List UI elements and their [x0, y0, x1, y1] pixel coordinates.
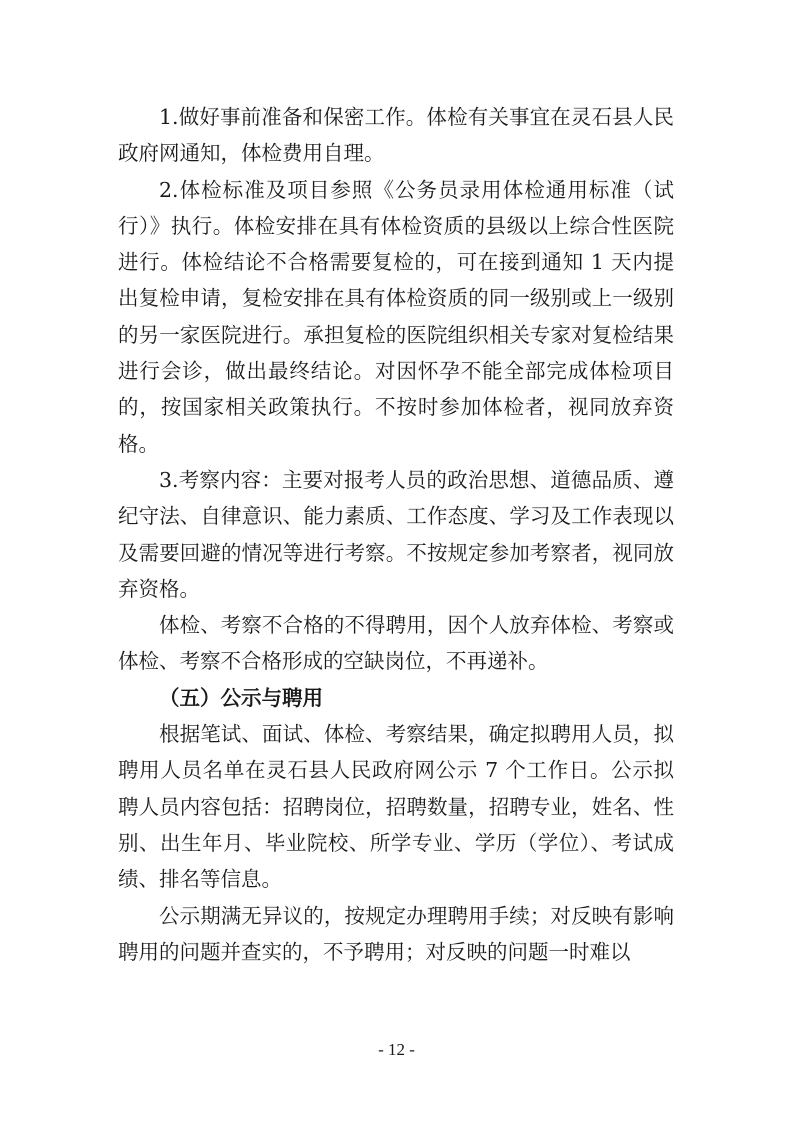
section-heading: （五）公示与聘用 [159, 685, 323, 710]
paragraph-publicity: 根据笔试、面试、体检、考察结果，确定拟聘用人员，拟聘用人员名单在灵石县人民政府网公示 7 个工作日。公示拟聘人员内容包括：招聘岗位，招聘数量，招聘专业，姓名、性别、出生年月、毕业院校、所学专业、学历（学位）、考试成绩、排名等信息。 [118, 722, 674, 892]
paragraph-physical-exam-standard: 2.体检标准及项目参照《公务员录用体检通用标准（试行）》执行。体检安排在具有体检资质的县级以上综合性医院进行。体检结论不合格需要复检的，可在接到通知 1 天内提出复检申请，复检安排在具有体检资质的同一级别或上一级别的另一家医院进行。承担复检的医院组织相关专家对复检结果进行会诊，做出最终结论。对因怀孕不能全部完成体检项目的，按国家相关政策执行。不按时参加体检者，视同放弃资格。 [118, 177, 674, 456]
paragraph-hiring-procedure: 公示期满无异议的，按规定办理聘用手续；对反映有影响聘用的问题并查实的，不予聘用；对反映的问题一时难以 [118, 903, 674, 964]
paragraph-physical-exam-prep: 1.做好事前准备和保密工作。体检有关事宜在灵石县人民政府网通知，体检费用自理。 [118, 105, 674, 166]
paragraph-unqualified-rule: 体检、考察不合格的不得聘用，因个人放弃体检、考察或体检、考察不合格形成的空缺岗位，不再递补。 [118, 613, 674, 674]
page-number: - 12 - [378, 1040, 415, 1059]
body-text [118, 99, 674, 970]
paragraph-inspection-content: 3.考察内容：主要对报考人员的政治思想、道德品质、遵纪守法、自律意识、能力素质、工作态度、学习及工作表现以及需要回避的情况等进行考察。不按规定参加考察者，视同放弃资格。 [118, 467, 674, 601]
